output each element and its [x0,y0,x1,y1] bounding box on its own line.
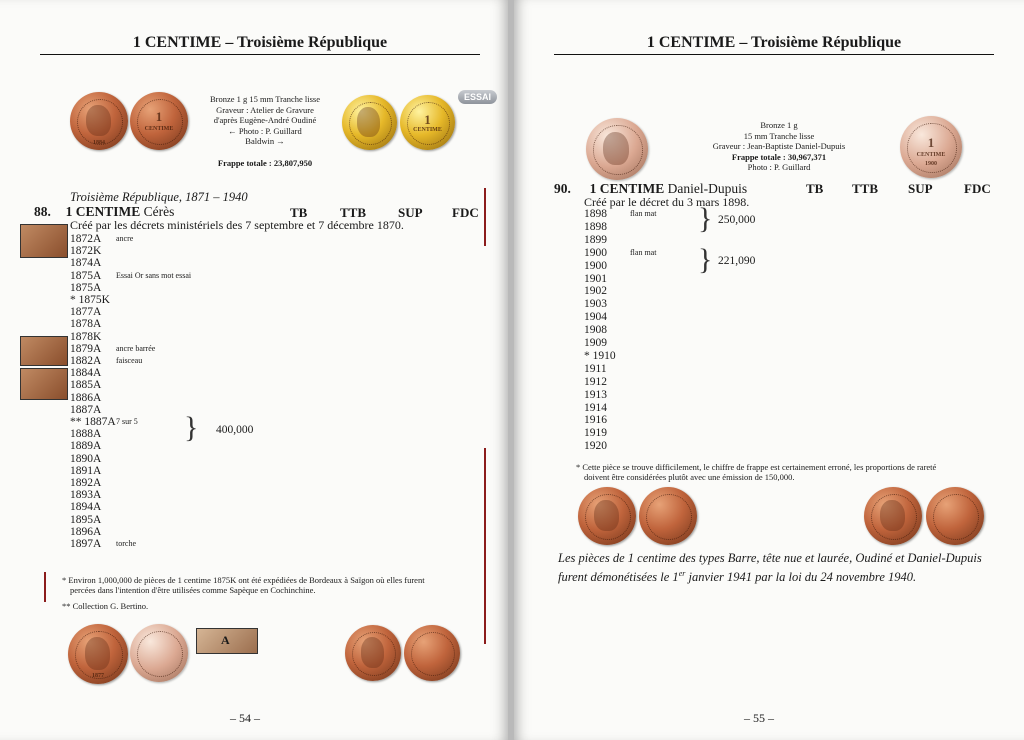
row-note: 7 sur 5 [116,417,138,426]
red-arrow-line [484,188,486,246]
coin-info-line: Graveur : Atelier de Gravure [216,104,314,115]
col-ttb: TTB [852,181,879,196]
coin-denomination: 1 CENTIME [65,204,141,219]
gold-coin-value: 1 [424,111,431,127]
coin-year-label: 1877 [92,673,104,680]
header-rule [554,54,994,55]
row-year: 1911 [584,362,607,375]
col-tb: TB [290,205,308,220]
section-title: Troisième République, 1871 – 1940 [70,190,248,204]
coin-info [190,94,340,147]
demonetization-line: Les pièces de 1 centime des types Barre, tête nue et laurée, Oudiné et Daniel-Dupuis [558,551,982,565]
coin-info-line: Graveur : Jean-Baptiste Daniel-Dupuis [712,141,846,151]
bracket: } [698,202,713,235]
coin-denomination: 1 CENTIME [589,181,665,196]
catalog-number: 90. [554,181,571,196]
col-fdc: FDC [964,181,991,196]
coin-year-label: 1884 [93,139,105,146]
photo-credit: Photo : P. Guillard [747,162,811,172]
detail-thumbnail-anchor [20,224,68,258]
row-year: 1896A [70,525,102,538]
mintmark-letter: A [221,633,230,647]
coin-value-label: 1 [927,134,935,150]
row-year: 1875A [70,269,102,282]
footnote-line: * Environ 1,000,000 de pièces de 1 centime 1875K ont été expédiées de Bordeaux à Saïgon où elles furent [62,575,425,585]
demonetization-note [558,550,982,585]
frappe-totale: Frappe totale : 30,967,371 [731,151,827,162]
row-year: 1890A [70,452,102,465]
coin-obverse-image-bottom-right [864,487,922,545]
intro-text: Créé par le décret du 3 mars 1898. [584,195,750,209]
coin-obverse-image-right [345,625,401,681]
footnote-line: * Cette pièce se trouve difficilement, le chiffre de frappe est certainement erroné, les proportions de rareté [576,462,937,472]
demonetization-line: furent démonétisées le 1 [558,570,679,585]
coin-info-line: d'après Eugène-André Oudiné [213,115,317,125]
coin-info-line: Bronze 1 g [760,120,798,130]
row-year: 1904 [584,311,607,324]
row-year: 1884A [70,367,102,380]
coin-reverse-image-bottom-right [926,487,984,545]
row-year: 1901 [584,272,607,285]
row-year: 1888A [70,428,102,441]
row-year: 1875A [70,281,102,294]
row-year: 1878A [70,318,102,331]
row-year: 1916 [584,414,607,427]
footnote-line: ** Collection G. Bertino. [62,601,149,611]
row-year: 1895A [70,513,102,526]
coin-year-label: 1900 [925,160,937,167]
detail-thumbnail-fasces [20,368,68,400]
red-arrow-line [44,572,46,602]
catalog-number: 88. [34,204,51,219]
gold-coin-text: CENTIME [413,126,442,133]
coin-reverse-image [900,116,962,178]
row-note: ancre [116,234,134,243]
footnote [62,575,425,611]
row-year: 1879A [70,342,102,355]
page-header: 1 CENTIME – Troisième République [646,34,902,51]
row-year: 1897A [70,538,102,550]
coin-obverse-image-bottom [578,487,636,545]
row-year: 1900 [584,246,607,259]
row-year: 1914 [584,401,607,414]
row-year: 1902 [584,285,607,298]
page-number: – 55 – [744,711,774,725]
col-sup: SUP [398,205,423,220]
row-year: 1894A [70,501,102,514]
bracket: } [184,411,199,444]
coin-reverse-image-bottom [639,487,697,545]
row-year: 1877A [70,306,102,319]
coin-value-label: 1 [155,109,163,125]
col-fdc: FDC [452,205,479,220]
row-year: 1893A [70,489,102,502]
coin-text-label: CENTIME [144,125,174,132]
row-note: ancre barrée [116,343,156,353]
demonetization-line: janvier 1941 par la loi du 24 novembre 1940. [685,570,917,585]
intro-text: Créé par les décrets ministériels des 7 septembre et 7 décembre 1870. [70,218,404,232]
row-note: flan mat [630,247,657,257]
row-year: 1882A [70,355,102,367]
essai-badge: ESSAI [458,90,497,104]
page-number: – 54 – [230,711,260,725]
row-year: ** 1887A [70,416,116,428]
row-year: 1903 [584,298,607,311]
coin-info-line: Baldwin → [245,136,285,146]
row-note: faisceau [116,356,143,365]
row-year: 1887A [70,403,102,416]
coin-text-label: CENTIME [916,151,946,158]
coin-type: Daniel-Dupuis [667,181,748,196]
row-year: 1912 [584,375,607,388]
footnote [576,462,936,482]
bracket: } [698,243,713,276]
row-year: 1892A [70,477,102,489]
row-year: 1878K [70,330,102,343]
header-rule [40,54,480,55]
footnote-line: doivent être considérées plutôt avec une émission de 150,000. [584,472,795,482]
coin-reverse-image [130,92,188,150]
red-arrow-line [484,448,486,644]
row-year: 1908 [584,324,607,337]
row-note: Essai Or sans mot essai [116,270,192,280]
row-year: * 1875K [70,294,110,306]
row-year: 1885A [70,379,102,392]
row-year: * 1910 [584,349,616,362]
gold-coin-obverse-image [342,95,397,150]
row-year: 1899 [584,233,607,246]
coin-reverse-image-bottom [130,624,188,682]
row-year: 1872K [70,245,102,258]
left-page [0,0,508,740]
coin-obverse-image [586,118,648,180]
frappe-totale: Frappe totale : 23,807,950 [217,158,313,168]
footnote-line: percées dans l'intention d'être utilisées comme Sapèque en Cochinchine. [70,585,316,595]
detail-thumbnail-barred-anchor [20,336,68,366]
row-year: 1919 [584,427,607,440]
row-year: 1874A [70,257,102,270]
row-year: 1898 [584,220,607,233]
right-page [514,0,1024,740]
mintmark-thumbnail [196,628,258,654]
col-tb: TB [806,181,824,196]
row-year: 1920 [584,440,607,453]
coin-info-line: ← Photo : P. Guillard [228,125,302,136]
coin-obverse-image [70,92,128,150]
coin-info-line: 15 mm Tranche lisse [743,130,815,141]
row-year: 1889A [70,440,102,453]
coin-obverse-image-bottom [68,624,128,684]
row-year: 1891A [70,464,102,477]
row-year: 1872A [70,233,102,245]
row-year: 1909 [584,337,607,349]
coin-info [694,120,864,173]
row-year: 1913 [584,388,607,401]
col-sup: SUP [908,181,933,196]
coin-reverse-image-right [404,625,460,681]
gold-coin-reverse-image [400,95,455,150]
page-header: 1 CENTIME – Troisième République [132,34,388,51]
merged-mint: 400,000 [216,424,254,436]
col-ttb: TTB [340,205,367,220]
row-note: flan mat [630,209,657,218]
coin-type: Cérès [143,204,175,219]
row-year: 1886A [70,391,102,404]
coin-info-line: Bronze 1 g 15 mm Tranche lisse [209,94,321,104]
row-note: torche [116,539,136,548]
row-year: 1898 [584,208,607,220]
row-year: 1900 [584,259,607,272]
merged-mint: 250,000 [718,214,756,226]
merged-mint: 221,090 [718,255,756,267]
superscript: er [678,569,686,578]
